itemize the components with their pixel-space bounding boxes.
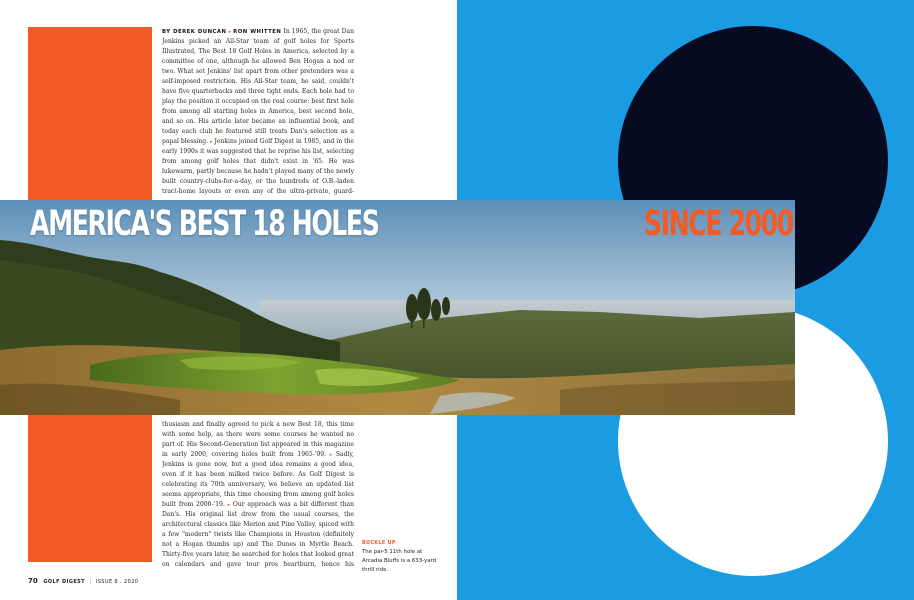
caption-label: BUCKLE UP [362,541,396,546]
publication-name: GOLF DIGEST [43,579,85,585]
caption-text: The par-5 11th hole at Arcadia Bluffs is a 633-yard thrill ride. [362,549,437,573]
article-text-top [162,27,354,197]
headline-title: AMERICA'S BEST 18 HOLES [30,204,379,244]
folio-divider: | [89,579,92,585]
issue-label: ISSUE 6 . 2020 [95,579,139,585]
article-paragraph: In 1965, the great Dan Jenkins picked an All-Star team of golf holes for Sports Illustrated, The Best 18 Golf Holes in America, selected by a committee of one, although he allowed Ben Hogan a nod or two. What set Jenkins' list apart from other pretenders was a self-imposed restriction. His All-Star team, he said, couldn't have five quarterbacks and three tight ends. Each hole had to play the position it occupied on the real course: best first hole from among all starting holes in America, best second hole, and so on. His article later became an influential book, and today each club he featured still treats Dan's selection as a papal blessing. [162,28,354,145]
article-paragraph: Jenkins joined Golf Digest in 1985, and in the early 1990s it was suggested that he reprise his list, selecting from among golf holes that didn't exist in '65. He was lukewarm, partly because he hadn't played many of the newly built country-clubs-for-a-day, or the hundreds of O.B.-laden tract-home layouts or even any of the ultra-private, guard- [162,138,354,195]
orange-accent-bar-top [28,27,152,201]
page-folio [28,577,138,585]
triangle-right-icon: ▸ [329,452,333,458]
page-number: 70 [28,577,38,585]
photo-caption [362,541,442,575]
article-paragraph: Sadly, Jenkins is gone now, but a good idea remains a good idea, even if it has been milked twice before. As Golf Digest is celebrating its 70th anniversary, we believe an updated list seems appropriate, this time choosing from among golf holes built from 2000-'19. [162,451,354,508]
article-paragraph: Our approach was a bit different than Dan's. His original list drew from the usual courses, the architectural classics like Merion and Pine Valley, spiced with a few "modern" twists like Champions in Houston (definitely not a Hogan thumbs up) and The Dunes in Myrtle Beach. Thirty-five years later, he searched for holes that looked great on calendars and gave tour pros heartburn, hence his [162,501,354,568]
byline-author-1: BY DEREK DUNCAN [162,29,227,35]
headline-subtitle: SINCE 2000 [644,204,793,244]
triangle-right-icon: ▸ [227,502,231,508]
article-paragraph: thusiasm and finally agreed to pick a new Best 18, this time with some help, as there were some courses he wanted no part of. His Second-Generation list appeared in this magazine in early 2000, covering holes built from 1965-'99. [162,421,354,458]
byline-author-2: RON WHITTEN [233,29,282,35]
triangle-right-icon: ▸ [228,29,232,35]
article-text-bottom [162,420,354,568]
orange-accent-bar-bottom [28,414,152,562]
triangle-right-icon: ▸ [210,139,213,145]
